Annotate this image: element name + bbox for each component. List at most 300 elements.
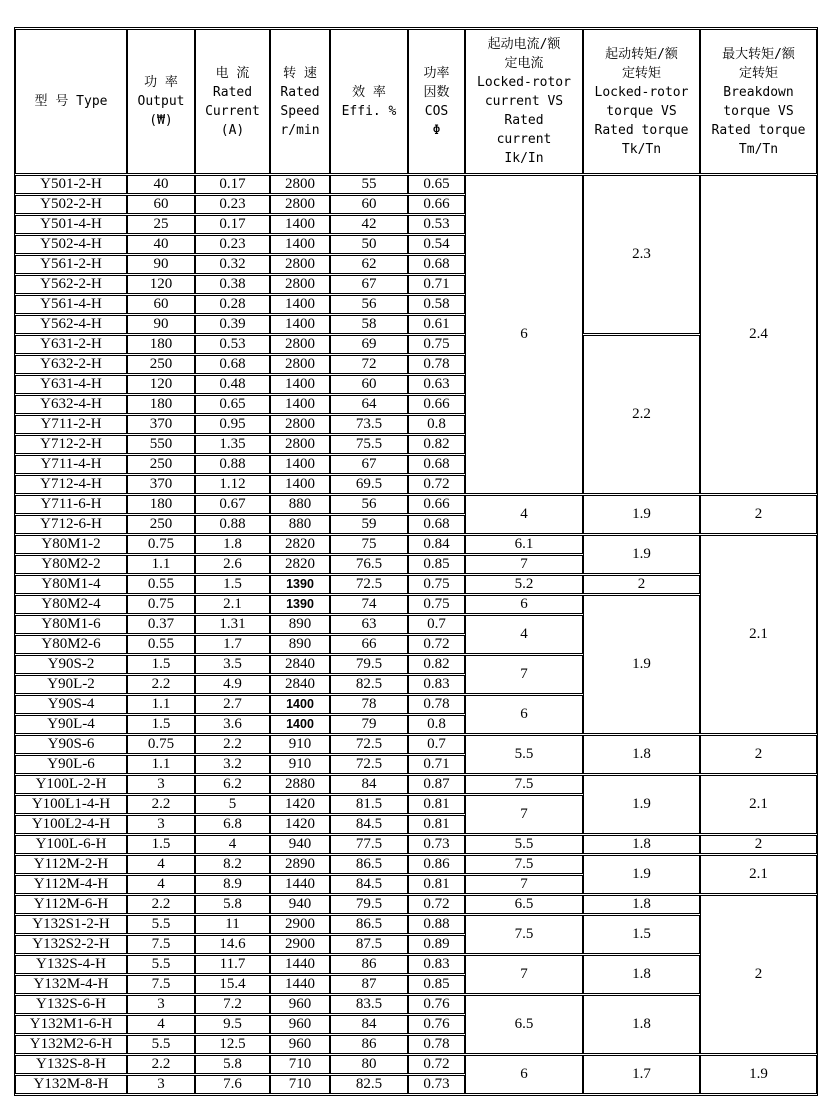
- cell-current: 2.6: [195, 555, 270, 574]
- cell-current: 0.38: [195, 275, 270, 294]
- cell-output: 0.75: [127, 735, 195, 754]
- cell-output: 250: [127, 515, 195, 534]
- cell-current: 11: [195, 915, 270, 934]
- cell-effi: 64: [330, 395, 408, 414]
- cell-type: Y132M-8-H: [15, 1075, 127, 1094]
- cell-cos: 0.85: [408, 555, 465, 574]
- cell-cos: 0.78: [408, 355, 465, 374]
- cell-current: 5: [195, 795, 270, 814]
- cell-ik: 7.5: [465, 775, 583, 794]
- cell-tm: 1.9: [700, 1055, 817, 1094]
- cell-effi: 84: [330, 775, 408, 794]
- cell-cos: 0.81: [408, 815, 465, 834]
- col-header-line: 因数: [423, 84, 450, 100]
- cell-effi: 72: [330, 355, 408, 374]
- col-header-line: 定转矩: [738, 65, 778, 81]
- cell-effi: 69: [330, 335, 408, 354]
- col-header-line: Rated torque: [594, 122, 689, 138]
- cell-speed: 1440: [270, 975, 330, 994]
- col-header-output: [127, 29, 195, 174]
- cell-output: 4: [127, 1015, 195, 1034]
- cell-cos: 0.66: [408, 395, 465, 414]
- cell-type: Y562-2-H: [15, 275, 127, 294]
- cell-effi: 72.5: [330, 735, 408, 754]
- cell-ik: 6: [465, 1055, 583, 1094]
- header-row: [15, 29, 817, 174]
- cell-cos: 0.78: [408, 1035, 465, 1054]
- cell-cos: 0.73: [408, 835, 465, 854]
- cell-output: 3: [127, 1075, 195, 1094]
- cell-speed: 2800: [270, 195, 330, 214]
- col-header-cos: [408, 29, 465, 174]
- cell-cos: 0.89: [408, 935, 465, 954]
- cell-speed: 2840: [270, 655, 330, 674]
- cell-type: Y501-4-H: [15, 215, 127, 234]
- cell-cos: 0.54: [408, 235, 465, 254]
- cell-ik: 4: [465, 615, 583, 654]
- cell-output: 1.1: [127, 695, 195, 714]
- cell-current: 0.68: [195, 355, 270, 374]
- cell-cos: 0.63: [408, 375, 465, 394]
- table-row: [15, 535, 817, 554]
- cell-type: Y132S-4-H: [15, 955, 127, 974]
- cell-speed: 880: [270, 515, 330, 534]
- cell-ik: 5.5: [465, 835, 583, 854]
- col-header-line: Tm/Tn: [738, 141, 779, 157]
- table-body: [15, 175, 817, 1094]
- cell-output: 2.2: [127, 675, 195, 694]
- cell-type: Y132M2-6-H: [15, 1035, 127, 1054]
- cell-output: 0.75: [127, 595, 195, 614]
- cell-current: 0.88: [195, 515, 270, 534]
- cell-type: Y100L-6-H: [15, 835, 127, 854]
- cell-output: 4: [127, 875, 195, 894]
- cell-current: 14.6: [195, 935, 270, 954]
- cell-effi: 72.5: [330, 755, 408, 774]
- cell-type: Y90L-2: [15, 675, 127, 694]
- cell-type: Y561-2-H: [15, 255, 127, 274]
- cell-current: 4.9: [195, 675, 270, 694]
- cell-speed: 1400: [270, 215, 330, 234]
- cell-speed: 2840: [270, 675, 330, 694]
- cell-current: 8.2: [195, 855, 270, 874]
- cell-type: Y100L1-4-H: [15, 795, 127, 814]
- cell-type: Y80M1-6: [15, 615, 127, 634]
- cell-effi: 59: [330, 515, 408, 534]
- cell-effi: 62: [330, 255, 408, 274]
- cell-effi: 82.5: [330, 1075, 408, 1094]
- col-header-line: Current: [205, 103, 260, 119]
- cell-tk: 1.8: [583, 995, 700, 1054]
- cell-speed: 1400: [270, 235, 330, 254]
- cell-tk: 1.9: [583, 775, 700, 834]
- cell-speed: 1400: [270, 715, 330, 734]
- cell-cos: 0.7: [408, 735, 465, 754]
- cell-effi: 55: [330, 175, 408, 194]
- cell-effi: 60: [330, 195, 408, 214]
- cell-output: 5.5: [127, 1035, 195, 1054]
- cell-current: 12.5: [195, 1035, 270, 1054]
- cell-type: Y631-2-H: [15, 335, 127, 354]
- cell-effi: 67: [330, 455, 408, 474]
- cell-type: Y132M-4-H: [15, 975, 127, 994]
- cell-effi: 86.5: [330, 915, 408, 934]
- cell-output: 5.5: [127, 915, 195, 934]
- cell-output: 120: [127, 275, 195, 294]
- cell-current: 2.1: [195, 595, 270, 614]
- cell-cos: 0.65: [408, 175, 465, 194]
- cell-type: Y132M1-6-H: [15, 1015, 127, 1034]
- cell-effi: 75.5: [330, 435, 408, 454]
- cell-cos: 0.53: [408, 215, 465, 234]
- cell-tk: 1.9: [583, 595, 700, 734]
- cell-type: Y100L2-4-H: [15, 815, 127, 834]
- cell-speed: 2900: [270, 935, 330, 954]
- cell-speed: 1390: [270, 575, 330, 594]
- cell-speed: 1440: [270, 875, 330, 894]
- cell-speed: 1400: [270, 475, 330, 494]
- cell-tk: 2.3: [583, 175, 700, 334]
- col-header-line: COS: [424, 103, 449, 119]
- cell-effi: 50: [330, 235, 408, 254]
- col-header-line: Rated: [504, 113, 544, 128]
- col-header-line: Locked-rotor: [594, 84, 689, 100]
- table-row: [15, 895, 817, 914]
- cell-tk: 1.9: [583, 535, 700, 574]
- col-header-line: Rated: [212, 84, 253, 100]
- cell-tk: 1.8: [583, 895, 700, 914]
- cell-output: 60: [127, 195, 195, 214]
- cell-tk: 1.7: [583, 1055, 700, 1094]
- cell-type: Y712-2-H: [15, 435, 127, 454]
- cell-tk: 1.9: [583, 495, 700, 534]
- cell-output: 60: [127, 295, 195, 314]
- cell-effi: 73.5: [330, 415, 408, 434]
- cell-tk: 1.8: [583, 735, 700, 774]
- cell-speed: 1400: [270, 695, 330, 714]
- cell-output: 5.5: [127, 955, 195, 974]
- cell-current: 15.4: [195, 975, 270, 994]
- cell-effi: 80: [330, 1055, 408, 1074]
- cell-speed: 710: [270, 1055, 330, 1074]
- cell-cos: 0.75: [408, 595, 465, 614]
- cell-output: 0.75: [127, 535, 195, 554]
- cell-output: 1.5: [127, 835, 195, 854]
- cell-speed: 940: [270, 895, 330, 914]
- cell-ik: 6: [465, 595, 583, 614]
- cell-current: 1.12: [195, 475, 270, 494]
- col-header-tk: [583, 29, 700, 174]
- cell-type: Y711-6-H: [15, 495, 127, 514]
- cell-cos: 0.76: [408, 995, 465, 1014]
- cell-current: 0.48: [195, 375, 270, 394]
- cell-current: 0.65: [195, 395, 270, 414]
- cell-output: 40: [127, 175, 195, 194]
- cell-current: 1.5: [195, 575, 270, 594]
- cell-tm: 2.1: [700, 855, 817, 894]
- cell-current: 1.7: [195, 635, 270, 654]
- col-header-line: 效 率: [352, 84, 386, 100]
- motor-spec-table-container: [14, 27, 818, 1096]
- cell-effi: 60: [330, 375, 408, 394]
- cell-speed: 890: [270, 615, 330, 634]
- cell-current: 7.6: [195, 1075, 270, 1094]
- cell-cos: 0.83: [408, 955, 465, 974]
- cell-current: 2.2: [195, 735, 270, 754]
- cell-effi: 56: [330, 295, 408, 314]
- cell-cos: 0.66: [408, 195, 465, 214]
- cell-current: 0.23: [195, 195, 270, 214]
- col-header-line: current: [496, 132, 552, 147]
- cell-ik: 7.5: [465, 915, 583, 954]
- table-row: [15, 575, 817, 594]
- cell-output: 180: [127, 335, 195, 354]
- cell-type: Y502-4-H: [15, 235, 127, 254]
- cell-output: 0.55: [127, 575, 195, 594]
- cell-type: Y501-2-H: [15, 175, 127, 194]
- col-header-line: torque VS: [606, 103, 677, 119]
- cell-effi: 86.5: [330, 855, 408, 874]
- cell-cos: 0.7: [408, 615, 465, 634]
- cell-speed: 1440: [270, 955, 330, 974]
- cell-current: 0.32: [195, 255, 270, 274]
- cell-ik: 6: [465, 175, 583, 494]
- cell-current: 5.8: [195, 895, 270, 914]
- cell-type: Y100L-2-H: [15, 775, 127, 794]
- col-header-tm: [700, 29, 817, 174]
- col-header-speed: [270, 29, 330, 174]
- cell-effi: 84: [330, 1015, 408, 1034]
- cell-effi: 78: [330, 695, 408, 714]
- table-row: [15, 835, 817, 854]
- cell-output: 4: [127, 855, 195, 874]
- cell-type: Y711-4-H: [15, 455, 127, 474]
- cell-current: 0.95: [195, 415, 270, 434]
- col-header-line: Ik/In: [504, 151, 544, 166]
- cell-type: Y112M-4-H: [15, 875, 127, 894]
- cell-speed: 2800: [270, 255, 330, 274]
- cell-speed: 1400: [270, 375, 330, 394]
- col-header-line: torque VS: [723, 103, 794, 119]
- cell-current: 0.28: [195, 295, 270, 314]
- cell-current: 0.39: [195, 315, 270, 334]
- table-row: [15, 775, 817, 794]
- motor-spec-table: [14, 27, 818, 1096]
- cell-type: Y90L-6: [15, 755, 127, 774]
- col-header-line: Rated torque: [711, 122, 806, 138]
- cell-cos: 0.76: [408, 1015, 465, 1034]
- cell-current: 0.23: [195, 235, 270, 254]
- cell-tm: 2: [700, 895, 817, 1054]
- cell-type: Y80M1-2: [15, 535, 127, 554]
- cell-speed: 960: [270, 1015, 330, 1034]
- cell-speed: 1390: [270, 595, 330, 614]
- col-header-line: Tk/Tn: [621, 141, 662, 157]
- col-header-line: Φ: [432, 122, 441, 138]
- cell-current: 1.35: [195, 435, 270, 454]
- cell-type: Y132S2-2-H: [15, 935, 127, 954]
- cell-current: 4: [195, 835, 270, 854]
- col-header-line: 最大转矩/额: [722, 46, 795, 62]
- cell-effi: 66: [330, 635, 408, 654]
- table-row: [15, 955, 817, 974]
- cell-current: 6.8: [195, 815, 270, 834]
- cell-speed: 2800: [270, 355, 330, 374]
- col-header-line: r/min: [280, 122, 320, 138]
- col-header-line: 定电流: [504, 56, 544, 71]
- cell-cos: 0.71: [408, 275, 465, 294]
- table-row: [15, 1055, 817, 1074]
- cell-type: Y632-2-H: [15, 355, 127, 374]
- cell-output: 1.1: [127, 755, 195, 774]
- cell-tm: 2.1: [700, 775, 817, 834]
- cell-effi: 84.5: [330, 875, 408, 894]
- cell-cos: 0.72: [408, 475, 465, 494]
- cell-effi: 87: [330, 975, 408, 994]
- cell-cos: 0.86: [408, 855, 465, 874]
- cell-type: Y712-4-H: [15, 475, 127, 494]
- cell-effi: 69.5: [330, 475, 408, 494]
- cell-ik: 5.2: [465, 575, 583, 594]
- cell-effi: 83.5: [330, 995, 408, 1014]
- cell-cos: 0.71: [408, 755, 465, 774]
- cell-effi: 82.5: [330, 675, 408, 694]
- cell-type: Y90S-2: [15, 655, 127, 674]
- col-header-line: Speed: [280, 103, 320, 119]
- cell-tk: 1.9: [583, 855, 700, 894]
- cell-effi: 76.5: [330, 555, 408, 574]
- cell-type: Y80M2-6: [15, 635, 127, 654]
- cell-speed: 910: [270, 755, 330, 774]
- cell-ik: 7: [465, 875, 583, 894]
- cell-effi: 84.5: [330, 815, 408, 834]
- cell-effi: 74: [330, 595, 408, 614]
- cell-output: 250: [127, 455, 195, 474]
- col-header-line: Rated: [280, 84, 320, 100]
- cell-output: 1.5: [127, 715, 195, 734]
- cell-output: 7.5: [127, 975, 195, 994]
- cell-output: 2.2: [127, 795, 195, 814]
- cell-cos: 0.78: [408, 695, 465, 714]
- cell-cos: 0.66: [408, 495, 465, 514]
- cell-type: Y711-2-H: [15, 415, 127, 434]
- cell-cos: 0.82: [408, 655, 465, 674]
- cell-output: 180: [127, 395, 195, 414]
- cell-cos: 0.68: [408, 515, 465, 534]
- cell-tk: 2.2: [583, 335, 700, 494]
- cell-current: 1.31: [195, 615, 270, 634]
- cell-output: 120: [127, 375, 195, 394]
- cell-type: Y132S1-2-H: [15, 915, 127, 934]
- cell-current: 0.17: [195, 215, 270, 234]
- cell-cos: 0.75: [408, 575, 465, 594]
- cell-type: Y712-6-H: [15, 515, 127, 534]
- cell-current: 0.88: [195, 455, 270, 474]
- table-row: [15, 595, 817, 614]
- cell-tk: 1.8: [583, 955, 700, 994]
- table-row: [15, 335, 817, 354]
- col-header-line: Effi. %: [341, 103, 397, 119]
- cell-cos: 0.81: [408, 795, 465, 814]
- cell-effi: 79: [330, 715, 408, 734]
- cell-cos: 0.72: [408, 895, 465, 914]
- cell-output: 25: [127, 215, 195, 234]
- cell-current: 3.6: [195, 715, 270, 734]
- table-row: [15, 995, 817, 1014]
- cell-tk: 2: [583, 575, 700, 594]
- col-header-line: 转 速: [283, 65, 317, 81]
- col-header-line: Locked-rotor: [477, 75, 571, 90]
- cell-type: Y80M2-2: [15, 555, 127, 574]
- col-header-current: [195, 29, 270, 174]
- table-header: [15, 29, 817, 174]
- cell-effi: 86: [330, 955, 408, 974]
- cell-current: 0.53: [195, 335, 270, 354]
- cell-current: 3.2: [195, 755, 270, 774]
- cell-speed: 2820: [270, 535, 330, 554]
- cell-type: Y632-4-H: [15, 395, 127, 414]
- cell-type: Y562-4-H: [15, 315, 127, 334]
- cell-type: Y502-2-H: [15, 195, 127, 214]
- col-header-line: 起动转矩/额: [605, 46, 678, 62]
- cell-output: 2.2: [127, 895, 195, 914]
- table-row: [15, 915, 817, 934]
- cell-effi: 72.5: [330, 575, 408, 594]
- col-header-effi: [330, 29, 408, 174]
- cell-speed: 2800: [270, 415, 330, 434]
- cell-speed: 1400: [270, 455, 330, 474]
- cell-ik: 6.5: [465, 895, 583, 914]
- table-row: [15, 735, 817, 754]
- cell-ik: 7.5: [465, 855, 583, 874]
- cell-type: Y80M1-4: [15, 575, 127, 594]
- cell-ik: 7: [465, 655, 583, 694]
- cell-cos: 0.68: [408, 455, 465, 474]
- cell-output: 3: [127, 815, 195, 834]
- cell-type: Y631-4-H: [15, 375, 127, 394]
- cell-type: Y112M-6-H: [15, 895, 127, 914]
- col-header-line: 定转矩: [621, 65, 661, 81]
- cell-cos: 0.88: [408, 915, 465, 934]
- cell-tm: 2: [700, 835, 817, 854]
- cell-current: 0.17: [195, 175, 270, 194]
- cell-speed: 1400: [270, 295, 330, 314]
- table-row: [15, 495, 817, 514]
- cell-tk: 1.5: [583, 915, 700, 954]
- cell-type: Y561-4-H: [15, 295, 127, 314]
- cell-effi: 81.5: [330, 795, 408, 814]
- cell-current: 3.5: [195, 655, 270, 674]
- cell-speed: 1400: [270, 315, 330, 334]
- cell-speed: 2800: [270, 275, 330, 294]
- cell-output: 3: [127, 995, 195, 1014]
- cell-output: 550: [127, 435, 195, 454]
- cell-cos: 0.8: [408, 415, 465, 434]
- cell-output: 180: [127, 495, 195, 514]
- cell-type: Y132S-6-H: [15, 995, 127, 1014]
- cell-effi: 77.5: [330, 835, 408, 854]
- cell-ik: 7: [465, 955, 583, 994]
- cell-output: 370: [127, 415, 195, 434]
- cell-current: 11.7: [195, 955, 270, 974]
- cell-effi: 58: [330, 315, 408, 334]
- col-header-line: 功 率: [144, 75, 178, 90]
- cell-output: 7.5: [127, 935, 195, 954]
- col-header-ik: [465, 29, 583, 174]
- col-header-line: Output: [137, 94, 185, 109]
- cell-type: Y80M2-4: [15, 595, 127, 614]
- cell-ik: 6: [465, 695, 583, 734]
